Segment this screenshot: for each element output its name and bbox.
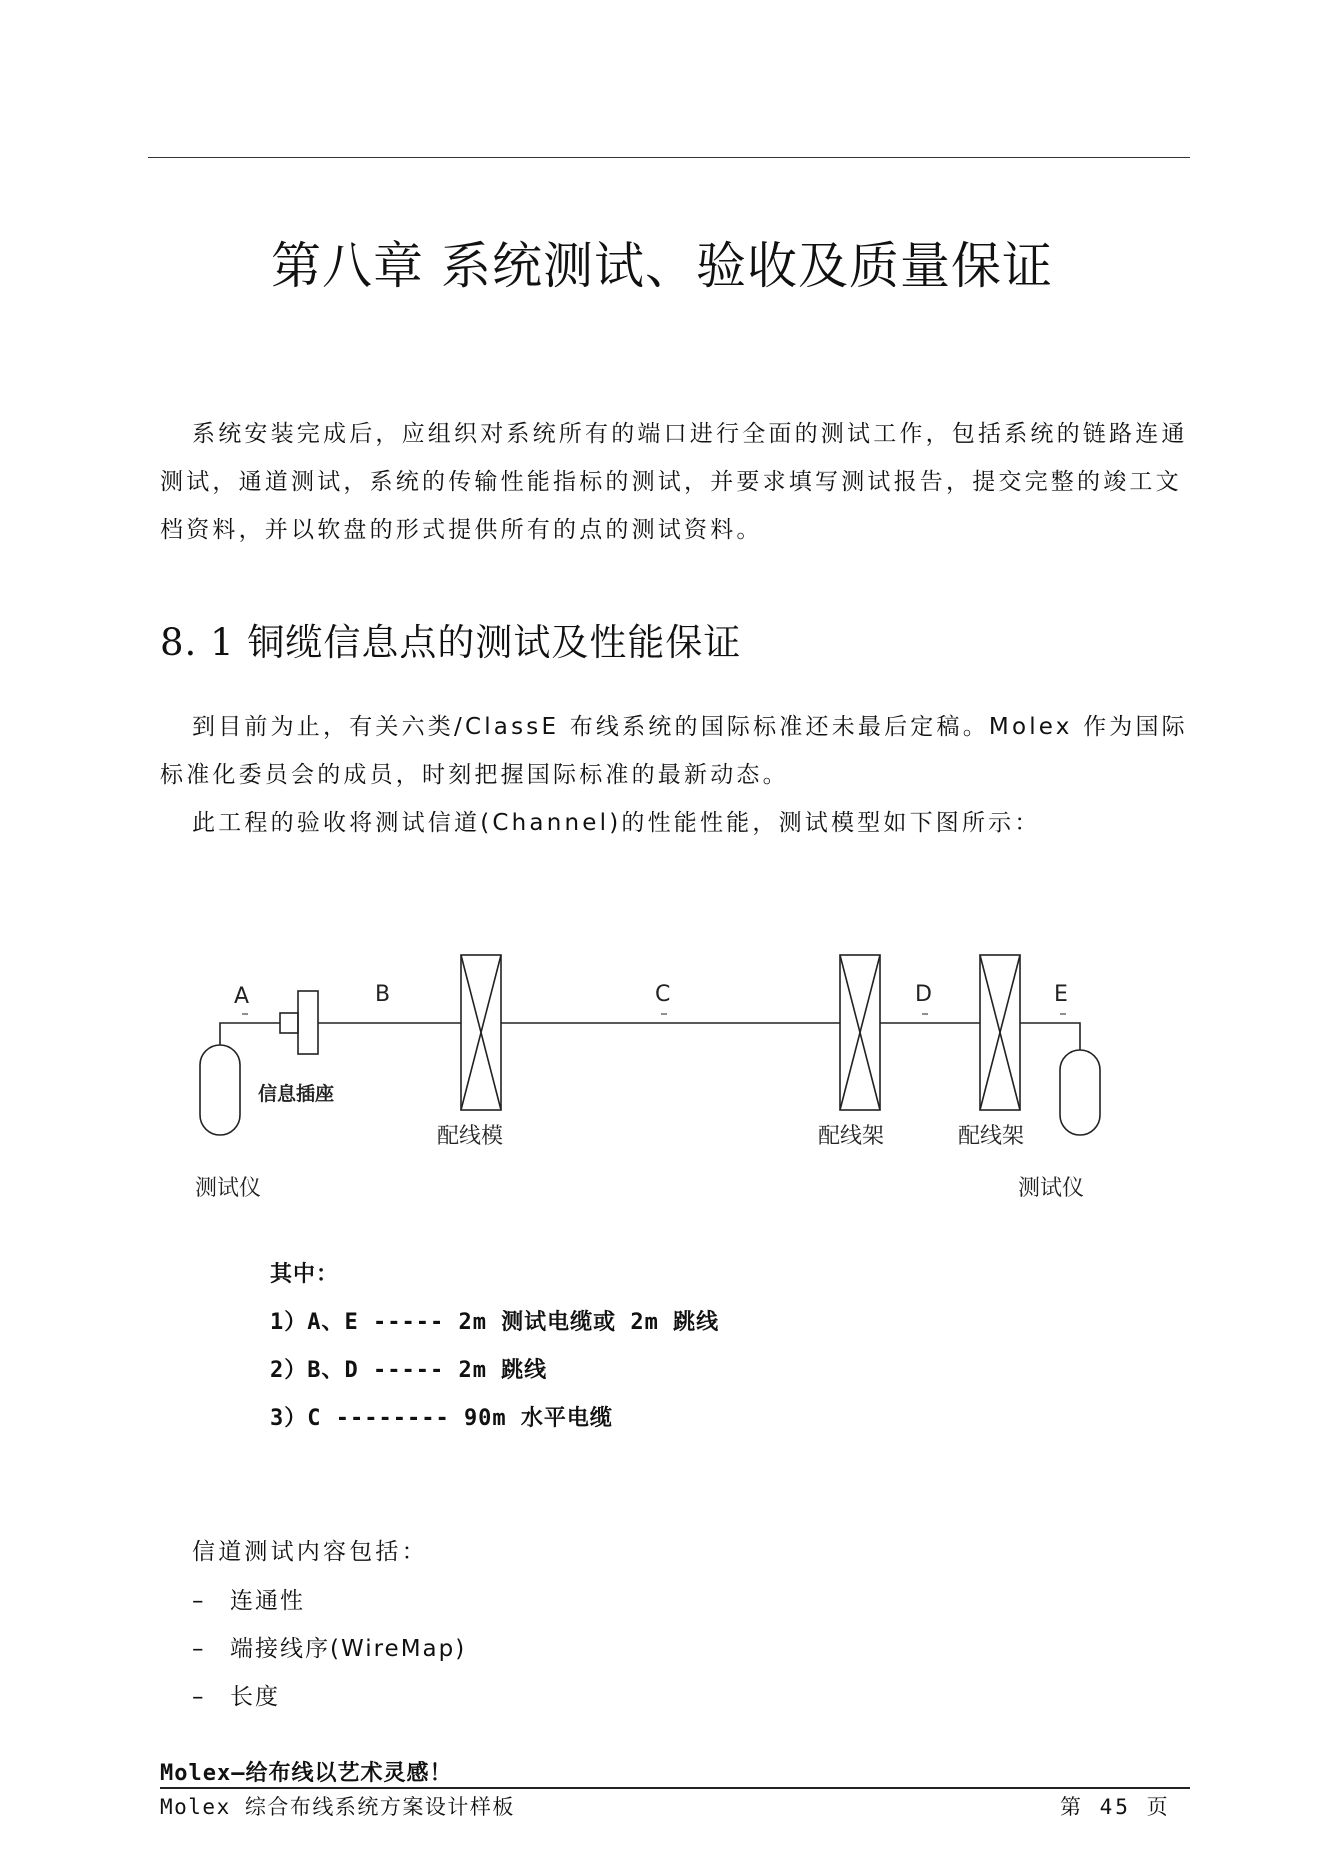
- legend-line: 2）B、D ----- 2m 跳线: [270, 1358, 548, 1383]
- patch-module-label: 配线模: [437, 1124, 504, 1149]
- list-dash: –: [192, 1636, 206, 1662]
- footer-doc-name: Molex 综合布线系统方案设计样板: [160, 1795, 515, 1819]
- section-paragraph: 到目前为止，有关六类/ClassE 布线系统的国际标准还未最后定稿。Molex 作为国际标准化委员会的成员，时刻把握国际标准的最新动态。: [160, 714, 1188, 788]
- segment-label-c: C: [655, 982, 671, 1007]
- segment-label-b: B: [375, 982, 391, 1007]
- model-intro: 此工程的验收将测试信道(Channel)的性能性能，测试模型如下图所示：: [192, 810, 1041, 836]
- cable-e: [1020, 1023, 1080, 1050]
- tester-left-label: 测试仪: [195, 1176, 262, 1201]
- chapter-title: 第八章 系统测试、验收及质量保证: [271, 237, 1053, 295]
- tester-left-icon: [200, 1045, 240, 1135]
- legend-line: 1）A、E ----- 2m 测试电缆或 2m 跳线: [270, 1310, 720, 1335]
- segment-label-e: E: [1054, 982, 1068, 1007]
- segment-label-a: A: [234, 984, 250, 1009]
- outlet-label: 信息插座: [258, 1083, 335, 1105]
- legend-heading: 其中：: [270, 1262, 340, 1287]
- cable-a: [220, 1023, 280, 1045]
- list-item-label: 连通性: [230, 1588, 305, 1614]
- section-title: 8. 1 铜缆信息点的测试及性能保证: [160, 621, 742, 664]
- footer-rule: [160, 1787, 1190, 1789]
- intro-paragraph: 系统安装完成后，应组织对系统所有的端口进行全面的测试工作，包括系统的链路连通测试，通道测试，系统的传输性能指标的测试，并要求填写测试报告，提交完整的竣工文档资料，并以软盘的形式提供所有的点的测试资料。: [160, 421, 1188, 543]
- tester-right-icon: [1060, 1050, 1100, 1135]
- page-number: 第 45 页: [1060, 1795, 1171, 1819]
- list-item: [192, 1582, 305, 1615]
- tester-right-label: 测试仪: [1018, 1176, 1085, 1201]
- header-rule: [148, 157, 1190, 158]
- list-dash: –: [192, 1588, 206, 1614]
- list-item-label: 端接线序(WireMap): [230, 1636, 467, 1662]
- list-dash: –: [192, 1684, 206, 1710]
- channel-tests-intro: 信道测试内容包括：: [192, 1539, 428, 1565]
- footer-slogan: Molex—给布线以艺术灵感！: [160, 1761, 453, 1786]
- patch-frame-2-label: 配线架: [958, 1124, 1025, 1149]
- channel-test-diagram: [180, 945, 1130, 1215]
- list-item: [192, 1630, 466, 1663]
- list-item: [192, 1678, 280, 1711]
- list-item-label: 长度: [230, 1684, 280, 1710]
- legend-line: 3）C -------- 90m 水平电缆: [270, 1406, 613, 1431]
- outlet-icon: [280, 1013, 298, 1033]
- patch-frame-1-label: 配线架: [818, 1124, 885, 1149]
- segment-label-d: D: [915, 982, 932, 1007]
